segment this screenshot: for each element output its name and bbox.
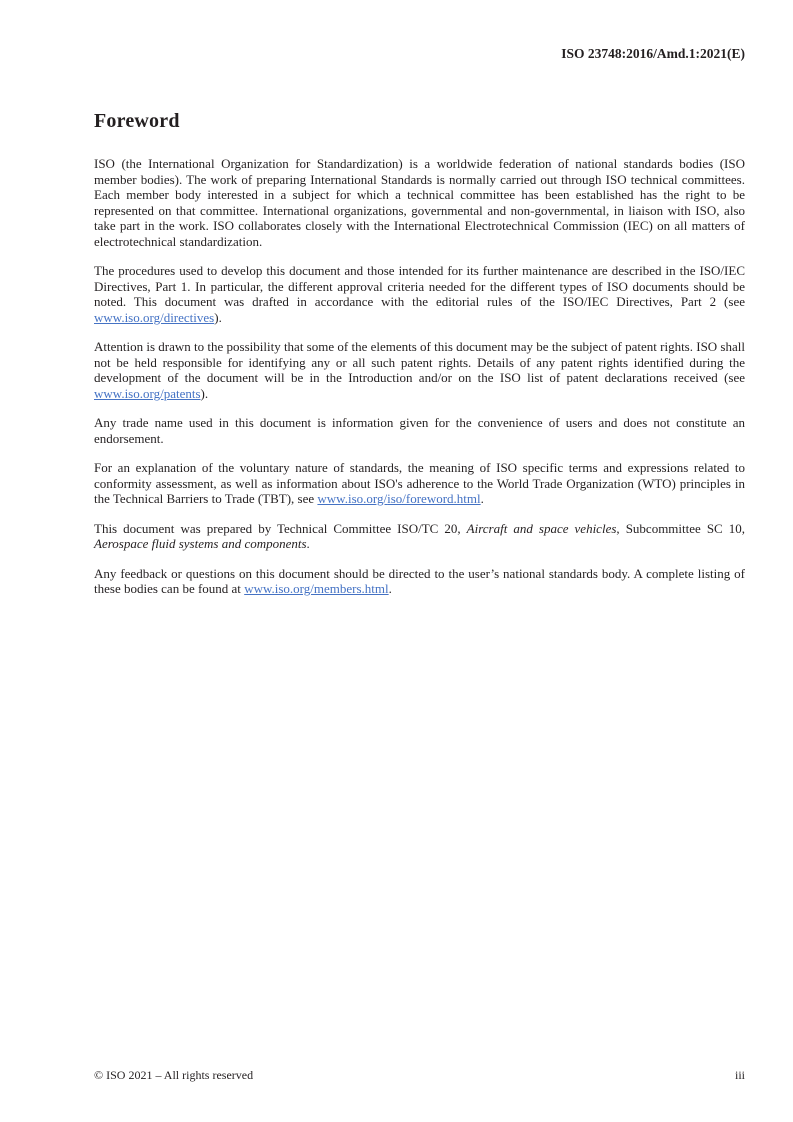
link-iso-directives[interactable]: www.iso.org/directives [94, 309, 215, 325]
paragraph-text: , Subcommittee SC 10, [616, 520, 746, 536]
paragraph-text: ISO (the International Organization for Standardization) is a worldwide federation of national standards bodies (ISO member bodies). The work of preparing International Standards is normally carried out through ISO technical committees. Each member body interested in a subject for which a technical committee has been established has the right to be represented on that committee. International organizations, governmental and non-governmental, in liaison with ISO, also take part in the work. ISO collaborates closely with the International Electrotechnical Commission (IEC) on all matters of electrotechnical standardization. [94, 156, 745, 249]
paragraph-text: For an explanation of the voluntary nature of standards, the meaning of ISO specific terms and expressions related to conformity assessment, as well as information about ISO's adherence to the World Trade Organization (WTO) principles in the Technical Barriers to Trade (TBT), see [94, 460, 745, 506]
page-number: iii [734, 1068, 745, 1082]
foreword-paragraph-7 [94, 566, 745, 597]
paragraph-text: . [480, 491, 484, 506]
link-iso-patents[interactable]: www.iso.org/patents [94, 385, 201, 401]
link-iso-members[interactable]: www.iso.org/members.html [244, 581, 389, 596]
subcommittee-title-italic: Aerospace fluid systems and components [94, 536, 307, 551]
foreword-section [94, 110, 745, 611]
link-text-part-2: iso/foreword.html [387, 491, 481, 506]
link-iso-foreword[interactable] [317, 491, 480, 506]
paragraph-text: ). [200, 385, 209, 401]
paragraph-text: Attention is drawn to the possibility that some of the elements of this document may be the subject of patent rights. ISO shall not be held responsible for identifying any or all such patent rights. Details of any patent rights identified during the development of the document will be in the Introduction and/or on the ISO list of patent declarations received (see [94, 339, 745, 385]
foreword-paragraph-3 [94, 339, 745, 401]
paragraph-text: Any feedback or questions on this document should be directed to the user’s national standards body. A complete listing of these bodies can be found at [94, 565, 745, 596]
foreword-paragraph-6 [94, 521, 745, 552]
paragraph-text: This document was prepared by Technical Committee ISO/TC 20, [94, 520, 467, 536]
copyright-notice: © ISO 2021 – All rights reserved [94, 1068, 254, 1082]
foreword-paragraph-2 [94, 263, 745, 325]
paragraph-text: . [306, 536, 310, 551]
committee-title-italic: Aircraft and space vehicles [466, 520, 617, 536]
paragraph-text: The procedures used to develop this document and those intended for its further maintenance are described in the ISO/IEC Directives, Part 1. In particular, the different approval criteria needed for the different types of ISO documents should be noted. This document was drafted in accordance with the editorial rules of the ISO/IEC Directives, Part 2 (see [94, 263, 745, 309]
paragraph-text: Any trade name used in this document is information given for the convenience of users and does not constitute an endorsement. [94, 415, 745, 446]
page-header [94, 47, 745, 62]
foreword-paragraph-4 [94, 415, 745, 446]
paragraph-text: . [388, 581, 392, 596]
foreword-paragraph-5 [94, 460, 745, 507]
foreword-paragraph-1 [94, 156, 745, 249]
page-footer [94, 1068, 745, 1082]
link-text-part-1: www.iso.org/ [317, 491, 388, 506]
section-title-foreword: Foreword [94, 110, 180, 132]
document-reference: ISO 23748:2016/Amd.1:2021(E) [561, 46, 745, 61]
paragraph-text: ). [214, 309, 222, 325]
